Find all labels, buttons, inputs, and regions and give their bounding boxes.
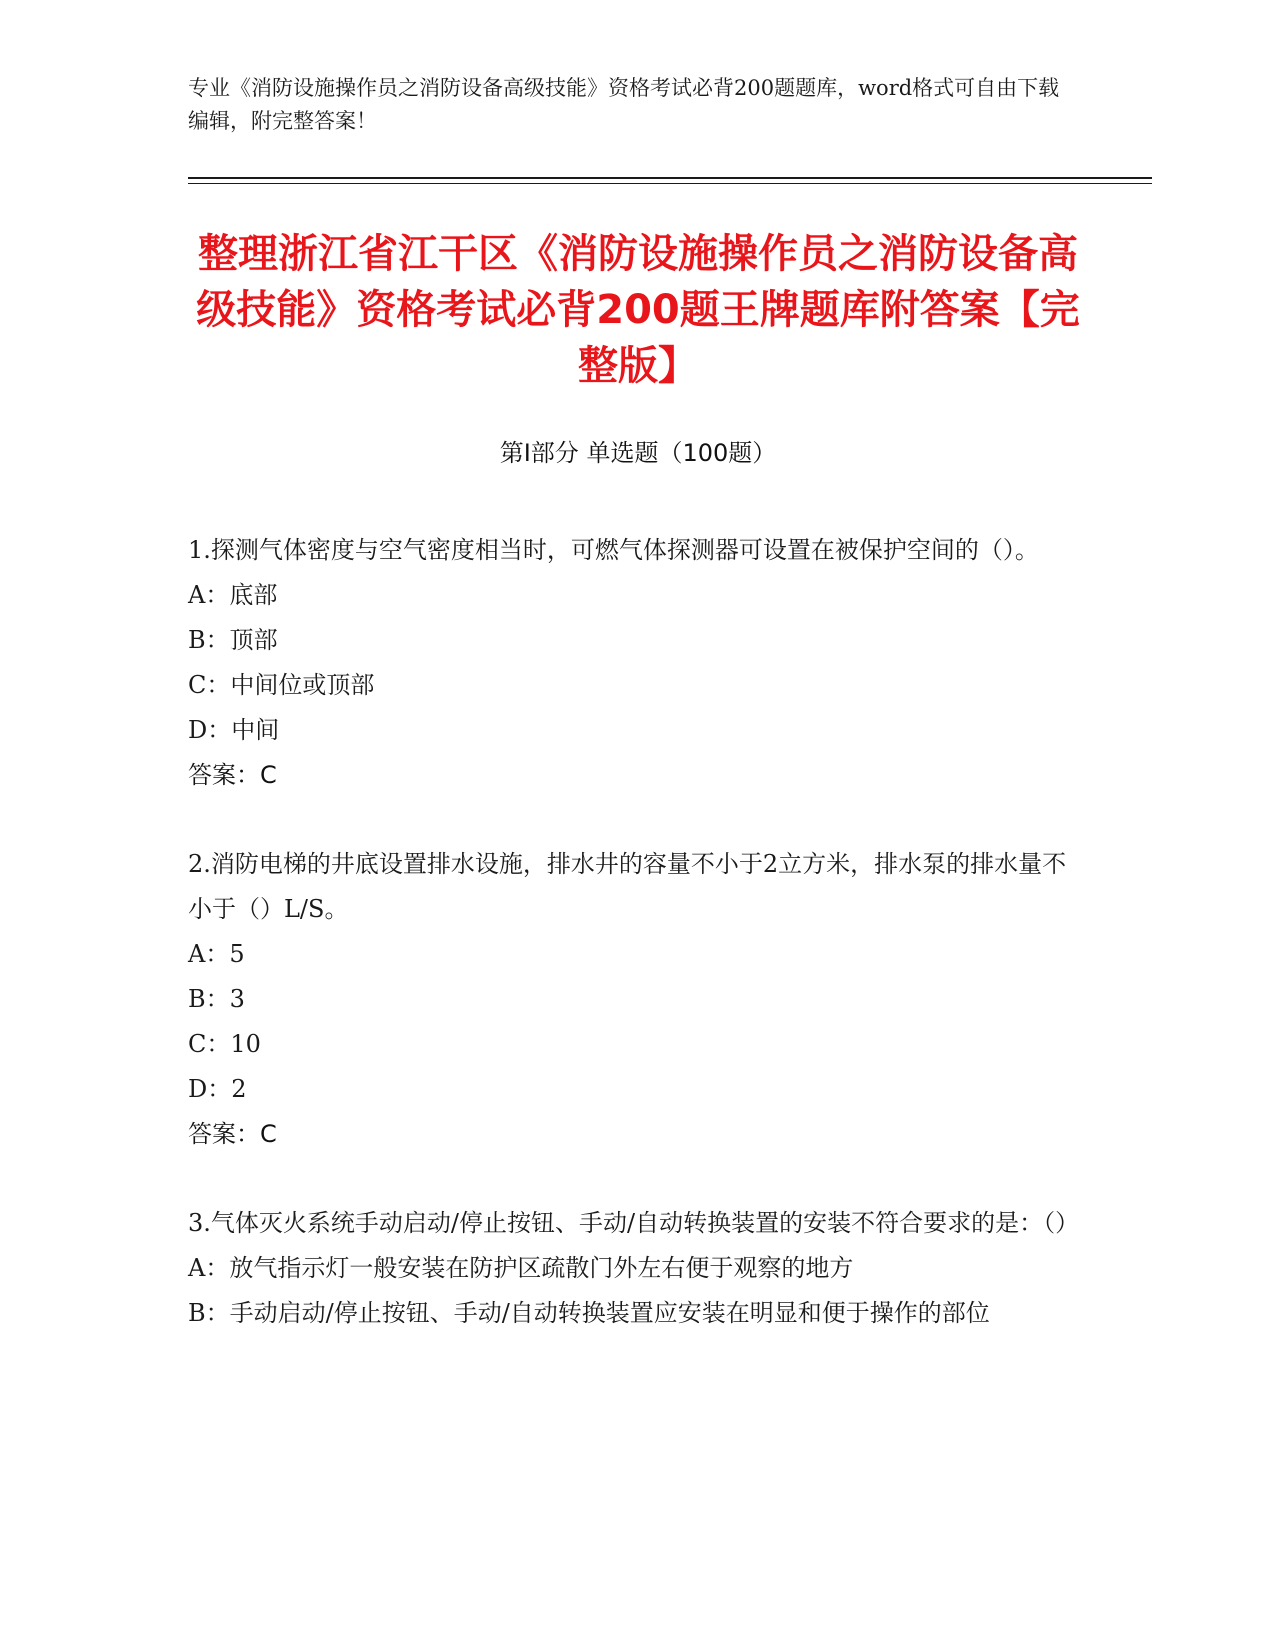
answer: 答案：C bbox=[188, 1120, 277, 1148]
document-title: 整理浙江省江干区《消防设施操作员之消防设备高级技能》资格考试必背200题王牌题库附答案【完整版】 bbox=[196, 231, 1080, 389]
option-c: C：中间位或顶部 bbox=[188, 671, 375, 699]
question-stem: 2.消防电梯的井底设置排水设施，排水井的容量不小于2立方米，排水泵的排水量不小于（）L/S。 bbox=[188, 850, 1067, 923]
question-3 bbox=[188, 1201, 1080, 1336]
header-rule-thin bbox=[188, 183, 1152, 184]
option-d: D：中间 bbox=[188, 716, 280, 744]
option-a: A：放气指示灯一般安装在防护区疏散门外左右便于观察的地方 bbox=[188, 1254, 854, 1282]
question-stem: 1.探测气体密度与空气密度相当时，可燃气体探测器可设置在被保护空间的（）。 bbox=[188, 536, 1039, 564]
option-b: B：顶部 bbox=[188, 626, 278, 654]
section-heading: 第Ⅰ部分 单选题（100题） bbox=[499, 439, 777, 467]
question-list bbox=[188, 528, 1080, 1380]
option-a: A：5 bbox=[188, 940, 245, 968]
header-rule-thick bbox=[188, 177, 1152, 179]
option-b: B：3 bbox=[188, 985, 245, 1013]
question-2 bbox=[188, 842, 1068, 1157]
question-stem: 3.气体灭火系统手动启动/停止按钮、手动/自动转换装置的安装不符合要求的是：（） bbox=[188, 1209, 1080, 1237]
option-b: B：手动启动/停止按钮、手动/自动转换装置应安装在明显和便于操作的部位 bbox=[188, 1299, 990, 1327]
header-note: 专业《消防设施操作员之消防设备高级技能》资格考试必背200题题库，word格式可自由下载编辑，附完整答案！ bbox=[188, 76, 1060, 133]
question-1 bbox=[188, 528, 1068, 798]
answer: 答案：C bbox=[188, 761, 277, 789]
option-a: A：底部 bbox=[188, 581, 278, 609]
option-d: D：2 bbox=[188, 1075, 247, 1103]
option-c: C：10 bbox=[188, 1030, 261, 1058]
